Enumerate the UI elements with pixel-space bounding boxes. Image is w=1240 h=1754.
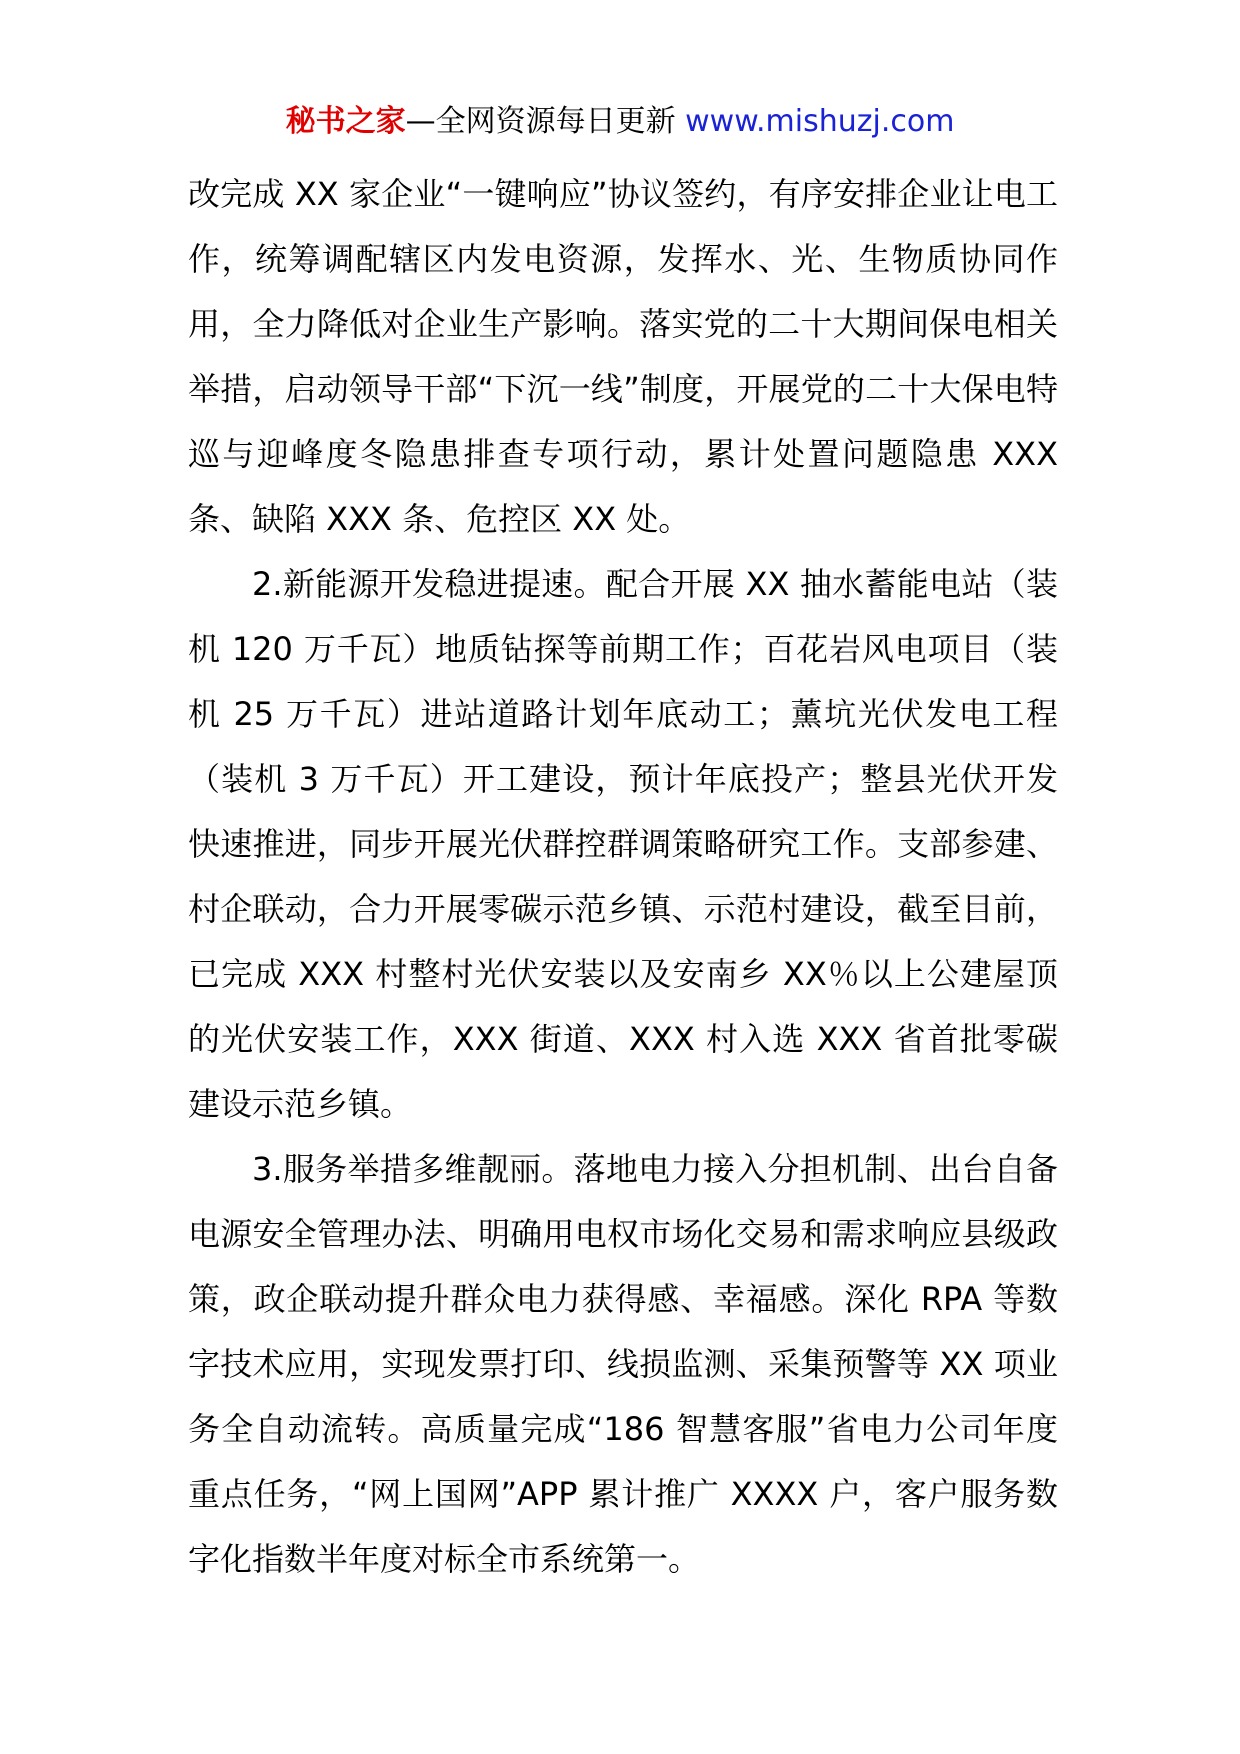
site-header [0, 100, 1240, 144]
site-brand: 秘书之家 [285, 104, 406, 139]
paragraph-new-energy: 2.新能源开发稳进提速。配合开展 XX 抽水蓄能电站（装机 120 万千瓦）地质钻探等前期工作；百花岩风电项目（装机 25 万千瓦）进站道路计划年底动工；薰坑光伏发电工程（装机 3 万千瓦）开工建设，预计年底投产；整县光伏开发快速推进，同步开展光伏群控群调策略研究工作。支部参建、村企联动，合力开展零碳示范乡镇、示范村建设，截至目前，已完成 XXX 村整村光伏安装以及安南乡 XX％以上公建屋顶的光伏安装工作，XXX 街道、XXX 村入选 XXX 省首批零碳建设示范乡镇。 [188, 565, 1058, 1123]
site-url-link[interactable]: www.mishuzj.com [685, 104, 955, 139]
document-body [188, 162, 1058, 1592]
site-tagline: —全网资源每日更新 [405, 104, 676, 139]
paragraph-continuation: 改完成 XX 家企业“一键响应”协议签约，有序安排企业让电工作，统筹调配辖区内发电资源，发挥水、光、生物质协同作用，全力降低对企业生产影响。落实党的二十大期间保电相关举措，启动领导干部“下沉一线”制度，开展党的二十大保电特巡与迎峰度冬隐患排查专项行动，累计处置问题隐患 XXX 条、缺陷 XXX 条、危控区 XX 处。 [188, 175, 1058, 538]
paragraph-service-measures: 3.服务举措多维靓丽。落地电力接入分担机制、出台自备电源安全管理办法、明确用电权市场化交易和需求响应县级政策，政企联动提升群众电力获得感、幸福感。深化 RPA 等数字技术应用，实现发票打印、线损监测、采集预警等 XX 项业务全自动流转。高质量完成“186 智慧客服”省电力公司年度重点任务，“网上国网”APP 累计推广 XXXX 户，客户服务数字化指数半年度对标全市系统第一。 [188, 1150, 1058, 1578]
